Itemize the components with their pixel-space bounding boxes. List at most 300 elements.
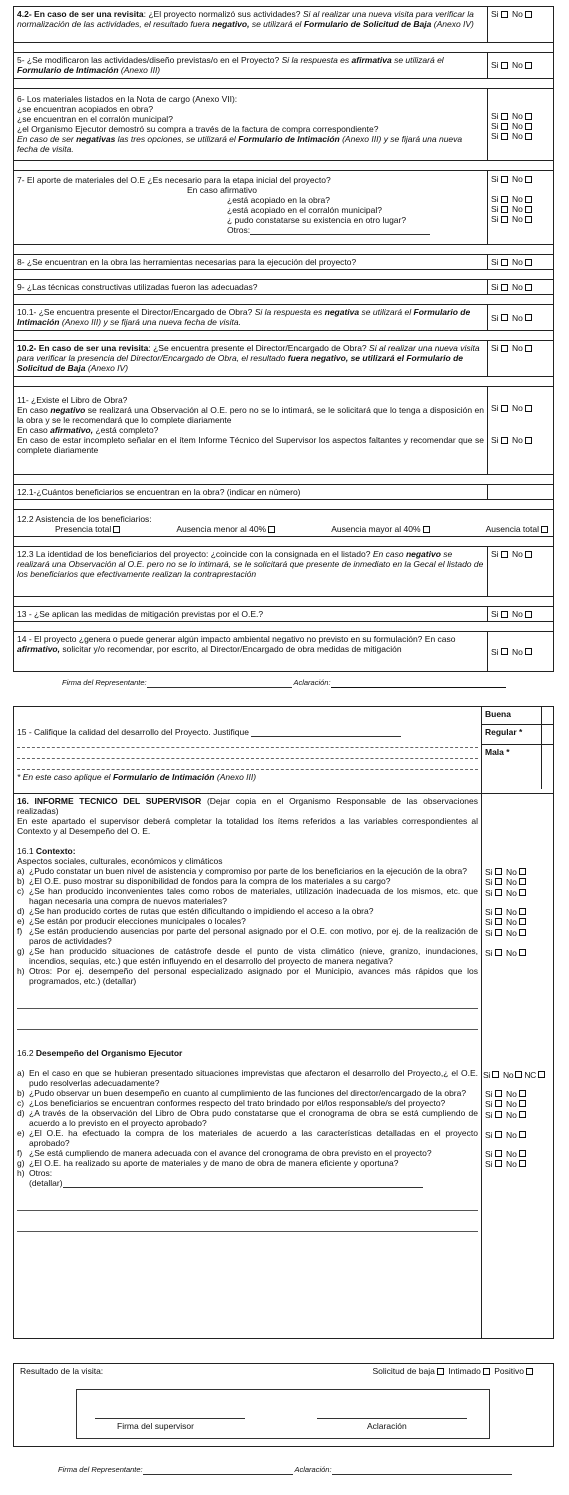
yes-label: Si xyxy=(491,343,499,354)
yes-label: Si xyxy=(491,549,499,560)
checkbox-no[interactable] xyxy=(519,1111,526,1118)
item-text: ¿Se han producido inconvenientes tales como robos de materiales, utilización inadecuada de los mismos, etc. que hagan necesaria una compra de nuevos materiales? xyxy=(29,886,478,907)
yes-label: Si xyxy=(491,131,499,142)
q6-form: Formulario de Intimación xyxy=(238,134,340,145)
yes-label: Si xyxy=(485,1148,493,1159)
q12-3-italic: En caso xyxy=(372,549,404,560)
checkbox-no[interactable] xyxy=(525,437,532,444)
checkbox[interactable] xyxy=(268,526,275,533)
list-item xyxy=(17,906,478,916)
q15-line[interactable] xyxy=(17,738,478,748)
answer-yes-no[interactable] xyxy=(485,1089,528,1099)
checkbox-no[interactable] xyxy=(525,345,532,352)
checkbox-intimado[interactable] xyxy=(483,1368,490,1375)
yes-label: Si xyxy=(485,1098,493,1109)
representative-signature-2 xyxy=(58,1466,538,1475)
item-key: e) xyxy=(17,916,25,927)
no-label: No xyxy=(511,121,523,132)
checkbox-no[interactable] xyxy=(525,133,532,140)
q7-item: ¿está acopiado en el corralón municipal? xyxy=(227,205,382,216)
answer-10-2[interactable] xyxy=(488,341,554,377)
checkbox-no[interactable] xyxy=(525,611,532,618)
checkbox[interactable] xyxy=(113,526,120,533)
question-4-2 xyxy=(14,7,554,43)
item-key: a) xyxy=(17,866,25,877)
no-label: No xyxy=(505,947,517,958)
yes-label: Si xyxy=(491,312,499,323)
detail-line[interactable] xyxy=(17,1021,478,1030)
item-key: g) xyxy=(17,946,25,957)
no-label: No xyxy=(505,1158,517,1169)
checkbox-nc[interactable] xyxy=(538,1071,545,1078)
q15-note-form: Formulario de Intimación xyxy=(112,772,215,783)
checkbox-yes[interactable] xyxy=(495,1150,502,1157)
answer-yes-no[interactable] xyxy=(485,928,528,938)
q4-2-italic: Si al realizar una nueva visita para verificar la normalización de las actividades, el resultado fuera xyxy=(17,9,474,30)
item-text: ¿Se han producido situaciones de catástrofe desde el punto de vista climático (nieve, granizo, inundaciones, incendios, sequías, etc.) que estén influyendo en el desarrollo del proyecto de manera negativa? xyxy=(29,946,478,967)
sig2-rep-line[interactable] xyxy=(143,1474,293,1475)
item-key: e) xyxy=(17,1128,25,1139)
checkbox-yes[interactable] xyxy=(501,216,508,223)
answer-yes-no[interactable] xyxy=(485,1149,528,1159)
q5-text: 5- ¿Se modificaron las actividades/diseño previstas/o en el Proyecto? xyxy=(17,55,280,65)
list-item xyxy=(17,926,478,946)
checkbox-yes[interactable] xyxy=(495,949,502,956)
answer-yes-no[interactable] xyxy=(485,907,528,917)
q5-italic: Si la respuesta es xyxy=(281,55,350,65)
checkbox-yes[interactable] xyxy=(501,551,508,558)
no-label: No xyxy=(511,131,523,142)
rating-label: Regular * xyxy=(485,726,523,737)
checkbox-no[interactable] xyxy=(525,62,532,69)
answer-yes-no[interactable] xyxy=(485,867,528,877)
checkbox-no[interactable] xyxy=(519,1131,526,1138)
detail-label: (detallar) xyxy=(29,1178,63,1189)
q6-item: ¿se encuentran en el corralón municipal? xyxy=(17,114,173,125)
q4-2-num: 4.2- xyxy=(17,9,32,19)
checkbox-solicitud-baja[interactable] xyxy=(437,1368,444,1375)
checkbox-yes[interactable] xyxy=(495,868,502,875)
q11-l1c: se realizará una Observación al O.E. pero no se lo intimará, se le solicitará que lo tenga a disposición en la obra y se le recomendará que lo complete diariamente xyxy=(17,405,484,426)
q11-l2c: ¿está completo? xyxy=(95,425,159,436)
question-10-2 xyxy=(14,341,554,377)
checkbox-yes[interactable] xyxy=(501,123,508,130)
performance-list xyxy=(17,1068,478,1178)
rating-label: Buena xyxy=(485,709,511,719)
checkbox[interactable] xyxy=(541,526,548,533)
yes-label: Si xyxy=(491,214,499,225)
sup-aclaracion-line[interactable] xyxy=(317,1418,467,1419)
rating-regular[interactable] xyxy=(482,724,541,744)
yes-label: Si xyxy=(491,646,499,657)
question-10-1 xyxy=(14,305,554,331)
question-12-3 xyxy=(14,547,554,597)
answer-yes-no[interactable] xyxy=(485,1130,528,1140)
question-8 xyxy=(14,255,554,270)
sup-sig-line[interactable] xyxy=(95,1418,245,1419)
q15-line[interactable] xyxy=(17,760,478,770)
checkbox-yes[interactable] xyxy=(501,206,508,213)
rating-box[interactable] xyxy=(541,744,553,789)
q10-2-annex: (Anexo IV) xyxy=(87,363,129,374)
q12-3-italic-b: negativo xyxy=(405,549,441,560)
q8-text: 8- ¿Se encuentran en la obra las herramientas necesarias para la ejecución del proyecto? xyxy=(14,255,488,270)
checkbox-no[interactable] xyxy=(525,314,532,321)
rating-label: Mala * xyxy=(485,746,510,757)
q7-item: ¿está acopiado en la obra? xyxy=(227,195,331,206)
item-key: g) xyxy=(17,1158,25,1169)
answer-8[interactable] xyxy=(488,255,554,270)
no-label: No xyxy=(511,111,523,121)
item-key: f) xyxy=(17,926,23,937)
q6-item: ¿se encuentran acopiados en obra? xyxy=(17,104,154,115)
q9-text: 9- ¿Las técnicas constructivas utilizadas fueron las adecuadas? xyxy=(14,280,488,295)
yes-label: Si xyxy=(491,609,499,620)
answer-yes-no[interactable] xyxy=(485,948,528,958)
representative-signature-1 xyxy=(62,679,532,688)
item-text: ¿Se han producido cortes de rutas que estén dificultando o impidiendo el acceso a la obra? xyxy=(29,906,374,917)
answer-yes-no[interactable] xyxy=(485,917,528,927)
question-6 xyxy=(14,89,554,161)
item-text: ¿Pudo constatar un buen nivel de asistencia y compromiso por parte de los beneficiarios en la ejecución de la obra? xyxy=(29,866,468,877)
no-label: No xyxy=(505,1129,517,1140)
no-label: No xyxy=(511,257,523,267)
result-option-label: Positivo xyxy=(494,1366,524,1376)
option-presencia-total[interactable] xyxy=(55,524,122,534)
checkbox-yes[interactable] xyxy=(501,196,508,203)
item-key: b) xyxy=(17,1088,25,1099)
checkbox-yes[interactable] xyxy=(495,929,502,936)
answer-yes-no[interactable] xyxy=(485,1159,528,1169)
checkbox-yes[interactable] xyxy=(501,259,508,266)
sig1-rep-line[interactable] xyxy=(147,687,292,688)
perf-title: Desempeño del Organismo Ejecutor xyxy=(35,1048,183,1059)
no-label: No xyxy=(505,1098,517,1109)
checkbox-no[interactable] xyxy=(525,551,532,558)
checkbox-no[interactable] xyxy=(519,878,526,885)
yes-label: Si xyxy=(491,9,499,19)
q7-other-line[interactable] xyxy=(250,234,430,235)
sig1-rep-label: Firma del Representante: xyxy=(62,678,147,687)
checkbox-yes[interactable] xyxy=(495,1090,502,1097)
yes-label: Si xyxy=(485,1109,493,1120)
checkbox-yes[interactable] xyxy=(501,405,508,412)
q15-line[interactable] xyxy=(17,749,478,759)
q5-form: Formulario de Intimación xyxy=(17,65,119,76)
sig2-aclaracion-line[interactable] xyxy=(332,1474,512,1475)
list-item xyxy=(17,866,478,876)
q7-case: En caso afirmativo xyxy=(187,185,257,196)
yes-label: Si xyxy=(491,111,499,121)
q5-italic-b: afirmativa xyxy=(351,55,392,65)
detail-line[interactable] xyxy=(17,1202,478,1211)
sig2-aclaracion-label: Aclaración: xyxy=(294,1465,332,1474)
checkbox-no[interactable] xyxy=(525,216,532,223)
list-item xyxy=(17,916,478,926)
checkbox-yes[interactable] xyxy=(501,113,508,120)
q6-italic2: las tres opciones, se utilizará el xyxy=(117,134,236,145)
q12-3-italic2: se realizará una Observación al O.E. pero no se lo intimará, se le solicitará que presente de inmediato en la Gecal el listado de los beneficiarios que efectivamente realizan la contraprestación xyxy=(17,549,484,580)
checkbox-yes[interactable] xyxy=(495,889,502,896)
checkbox-no[interactable] xyxy=(519,1160,526,1167)
sig1-aclaracion-line[interactable] xyxy=(331,687,506,688)
answer-yes-no[interactable] xyxy=(485,888,528,898)
checkbox-no[interactable] xyxy=(525,196,532,203)
supervisor-signature-box xyxy=(76,1389,490,1439)
checkbox-yes[interactable] xyxy=(501,133,508,140)
no-label: No xyxy=(511,343,523,354)
ctx-sub: Aspectos sociales, culturales, económicos y climáticos xyxy=(17,856,223,867)
yes-label: Si xyxy=(485,916,493,927)
answer-5[interactable] xyxy=(488,53,554,79)
yes-label: Si xyxy=(491,282,499,293)
sup-sig-label: Firma del supervisor xyxy=(117,1421,194,1431)
q10-2-form: Formulario de Solicitud de Baja xyxy=(17,353,464,374)
answer-yes-no[interactable] xyxy=(483,1070,547,1080)
question-12-2 xyxy=(14,510,554,537)
question-12-1 xyxy=(14,485,554,500)
item-text: ¿Los beneficiarios se encuentran conformes respecto del trato brindado por el/los responsable/s del proyecto? xyxy=(29,1098,446,1109)
q16-title: 16. INFORME TECNICO DEL SUPERVISOR xyxy=(17,796,202,806)
q10-2-italic-b: fuera negativo, se utilizará el xyxy=(287,353,404,364)
q15-note: * En este caso aplique el xyxy=(17,772,111,783)
checkbox-no[interactable] xyxy=(525,206,532,213)
rating-column xyxy=(482,707,554,794)
checkbox-yes[interactable] xyxy=(501,648,508,655)
visit-result-box xyxy=(13,1363,554,1447)
question-14 xyxy=(14,632,554,672)
no-label: No xyxy=(511,403,523,414)
no-label: No xyxy=(505,1109,517,1120)
q14-bold: afirmativo, xyxy=(17,644,60,655)
no-label: No xyxy=(505,1088,517,1099)
q16-title2: (Dejar copia en el Organismo Responsable de las observaciones realizadas) xyxy=(17,796,478,817)
no-label: No xyxy=(511,609,523,620)
detail-line[interactable] xyxy=(17,1223,478,1232)
checkbox-yes[interactable] xyxy=(501,11,508,18)
answer-11[interactable] xyxy=(488,387,554,475)
answer-12-3[interactable] xyxy=(488,547,554,597)
q11-l2a: En caso xyxy=(17,425,48,436)
answer-4-2[interactable] xyxy=(488,7,554,43)
q12-3-text: 12.3 La identidad de los beneficiarios del proyecto: ¿coincide con la consignada en el listado? xyxy=(17,549,371,560)
yes-label: Si xyxy=(491,204,499,215)
item-key: h) xyxy=(17,1168,25,1179)
q7-other: Otros: xyxy=(227,225,251,236)
no-label: No xyxy=(511,312,523,323)
q4-2-italic2: se utilizará el xyxy=(251,19,302,30)
q10-1-italic-b: negativa xyxy=(324,307,360,318)
answer-10-1[interactable] xyxy=(488,305,554,331)
q14-text2: solicitar y/o recomendar, por escrito, al Director/Encargado de obra medidas de mitigación xyxy=(62,644,402,655)
checkbox-no[interactable] xyxy=(519,908,526,915)
q6-italic: En caso de ser xyxy=(17,134,74,145)
checkbox-yes[interactable] xyxy=(492,1071,499,1078)
item-text: Otros: xyxy=(29,1168,53,1179)
no-label: No xyxy=(511,214,523,225)
sup-aclaracion-label: Aclaración xyxy=(367,1421,407,1431)
answer-yes-no[interactable] xyxy=(485,877,528,887)
q11-title: 11- ¿Existe el Libro de Obra? xyxy=(17,395,128,406)
q10-2-text: : ¿Se encuentra presente el Director/Encargado de Obra? xyxy=(148,343,367,354)
question-5 xyxy=(14,53,554,79)
checkbox-positivo[interactable] xyxy=(526,1368,533,1375)
checkbox-yes[interactable] xyxy=(501,345,508,352)
rating-box[interactable] xyxy=(541,724,553,744)
checkbox-no[interactable] xyxy=(525,123,532,130)
q10-1-form: Formulario de Intimación xyxy=(17,307,471,328)
checkbox-no[interactable] xyxy=(519,1150,526,1157)
option-ausencia-menor[interactable] xyxy=(176,524,277,534)
checkbox-yes[interactable] xyxy=(501,176,508,183)
no-label: No xyxy=(511,204,523,215)
checkbox-no[interactable] xyxy=(519,929,526,936)
checkbox-no[interactable] xyxy=(525,176,532,183)
checkbox-no[interactable] xyxy=(519,889,526,896)
no-label: No xyxy=(505,916,517,927)
yes-label: Si xyxy=(491,60,499,71)
checkbox-no[interactable] xyxy=(519,868,526,875)
q4-2-annex: (Anexo IV) xyxy=(433,19,474,30)
q11-l2b: afirmativo, xyxy=(50,425,94,436)
option-label: Ausencia mayor al 40% xyxy=(331,524,421,535)
answer-12-1[interactable] xyxy=(488,485,554,500)
checkbox-yes[interactable] xyxy=(501,437,508,444)
no-label: No xyxy=(511,646,523,657)
question-9 xyxy=(14,280,554,295)
item-key: d) xyxy=(17,1108,25,1119)
item-text: En el caso en que se hubieran presentado situaciones imprevistas que afectaron el desarrollo del Proyecto,¿ el O.E. pudo resolverlas adecuadamente? xyxy=(29,1068,478,1089)
nc-label: NC xyxy=(524,1069,536,1080)
checkbox-yes[interactable] xyxy=(501,611,508,618)
item-text: ¿El O.E. puso mostrar su disponibilidad de fondos para la compra de los materiales a su cargo? xyxy=(29,876,391,887)
option-ausencia-total[interactable] xyxy=(486,524,550,534)
list-item xyxy=(17,886,478,906)
detail-line[interactable] xyxy=(17,1000,478,1009)
answer-9[interactable] xyxy=(488,280,554,295)
q6-annex: (Anexo III) xyxy=(342,134,382,145)
yes-label: Si xyxy=(483,1069,490,1080)
answer-yes-no[interactable] xyxy=(485,1110,528,1120)
q15-text: 15 - Califique la calidad del desarrollo del Proyecto. Justifique xyxy=(17,727,249,737)
q7-item: ¿ pudo constatarse su existencia en otro lugar? xyxy=(227,215,407,226)
checkbox-no[interactable] xyxy=(525,284,532,291)
q6-italic-b: negativas xyxy=(76,134,116,145)
rating-box[interactable] xyxy=(541,707,553,724)
checkbox-yes[interactable] xyxy=(501,314,508,321)
checkbox-yes[interactable] xyxy=(495,1160,502,1167)
no-label: No xyxy=(505,906,517,917)
checkbox-yes[interactable] xyxy=(495,918,502,925)
item-key: f) xyxy=(17,1148,23,1159)
q11-l3: En caso de estar incompleto señalar en el ítem Informe Técnico del Supervisor los aspectos faltantes y recomendar que se complete diariamente xyxy=(17,435,484,456)
detail-input-line[interactable] xyxy=(63,1187,423,1188)
q10-2-bold: En caso de ser una revisita xyxy=(38,343,149,354)
no-label: No xyxy=(505,876,517,887)
no-label: No xyxy=(511,194,523,205)
list-item xyxy=(17,1068,478,1088)
item-key: h) xyxy=(17,966,25,977)
checkbox-yes[interactable] xyxy=(495,1100,502,1107)
checkbox-yes[interactable] xyxy=(495,1111,502,1118)
checkbox-no[interactable] xyxy=(525,113,532,120)
no-label: No xyxy=(511,9,523,19)
checkbox-no[interactable] xyxy=(525,405,532,412)
q7-title: 7- El aporte de materiales del O.E ¿Es necesario para la etapa inicial del proyecto? xyxy=(17,175,331,185)
q4-2-form: Formulario de Solicitud de Baja xyxy=(303,19,432,30)
item-text: Otros: Por ej. desempeño del personal especializado asignado por el Municipio, avances más rápidos que los programados, etc.) (detallar) xyxy=(29,966,478,987)
yes-label: Si xyxy=(491,121,499,132)
checkbox-no[interactable] xyxy=(519,918,526,925)
no-label: No xyxy=(511,174,523,184)
q14-text: 14 - El proyecto ¿genera o puede generar algún impacto ambiental negativo no previsto en su formulación? En caso xyxy=(17,634,456,645)
q5-annex: (Anexo III) xyxy=(120,65,161,76)
no-label: No xyxy=(503,1069,514,1080)
q10-1-italic: Si la respuesta es xyxy=(254,307,323,318)
checkbox-no[interactable] xyxy=(515,1071,522,1078)
item-text: ¿A través de la observación del Libro de Obra pudo constatarse que el cronograma de obra se está cumpliendo de acuerdo a lo previsto en el proyecto aprobado? xyxy=(29,1108,478,1129)
answer-yes-no[interactable] xyxy=(485,1099,528,1109)
no-label: No xyxy=(511,60,523,71)
item-text: ¿El O.E. ha realizado su aporte de materiales y de mano de obra de manera eficiente y oportuna? xyxy=(29,1158,399,1169)
q10-1-text: 10.1- ¿Se encuentra presente el Director/Encargado de Obra? xyxy=(17,307,253,318)
checkbox[interactable] xyxy=(423,526,430,533)
checkbox-yes[interactable] xyxy=(495,1131,502,1138)
option-label: Presencia total xyxy=(55,524,112,535)
answer-6[interactable] xyxy=(488,89,554,161)
list-item xyxy=(17,966,478,986)
questionnaire-top xyxy=(13,6,554,672)
q6-item: ¿el Organismo Ejecutor demostró su compra a través de la factura de compra correspondiente? xyxy=(17,124,379,135)
q15-note-annex: (Anexo III) xyxy=(216,772,257,783)
item-text: ¿El O.E. ha efectuado la compra de los materiales de acuerdo a las características detalladas en el proyecto aprobado? xyxy=(29,1128,478,1149)
no-label: No xyxy=(505,866,517,877)
checkbox-yes[interactable] xyxy=(501,62,508,69)
q15-justify-line[interactable] xyxy=(251,736,401,737)
option-label: Ausencia menor al 40% xyxy=(176,524,267,535)
item-key: d) xyxy=(17,906,25,917)
rating-buena[interactable] xyxy=(482,707,541,724)
yes-label: Si xyxy=(485,947,493,958)
rating-mala[interactable] xyxy=(482,744,541,789)
list-item xyxy=(17,1098,478,1108)
context-list xyxy=(17,866,478,986)
checkbox-yes[interactable] xyxy=(501,284,508,291)
checkbox-no[interactable] xyxy=(525,11,532,18)
q5-italic2: se utilizará el xyxy=(394,55,444,65)
ctx-title: Contexto: xyxy=(35,846,76,857)
answer-7[interactable] xyxy=(488,171,554,245)
checkbox-yes[interactable] xyxy=(495,878,502,885)
q12-1-text: 12.1-¿Cuántos beneficiarios se encuentran en la obra? (indicar en número) xyxy=(14,485,488,500)
yes-label: Si xyxy=(485,1158,493,1169)
no-label: No xyxy=(511,549,523,560)
item-key: c) xyxy=(17,1098,25,1109)
q10-1-annex: (Anexo III) y se fijará una nueva fecha de visita. xyxy=(61,317,241,328)
checkbox-no[interactable] xyxy=(519,1090,526,1097)
checkbox-yes[interactable] xyxy=(495,908,502,915)
checkbox-no[interactable] xyxy=(519,1100,526,1107)
list-item xyxy=(17,876,478,886)
option-ausencia-mayor[interactable] xyxy=(331,524,431,534)
sig2-rep-label: Firma del Representante: xyxy=(58,1465,143,1474)
checkbox-no[interactable] xyxy=(525,648,532,655)
answer-13[interactable] xyxy=(488,607,554,622)
answer-14[interactable] xyxy=(488,632,554,672)
yes-label: Si xyxy=(491,257,499,267)
checkbox-no[interactable] xyxy=(519,949,526,956)
checkbox-no[interactable] xyxy=(525,259,532,266)
